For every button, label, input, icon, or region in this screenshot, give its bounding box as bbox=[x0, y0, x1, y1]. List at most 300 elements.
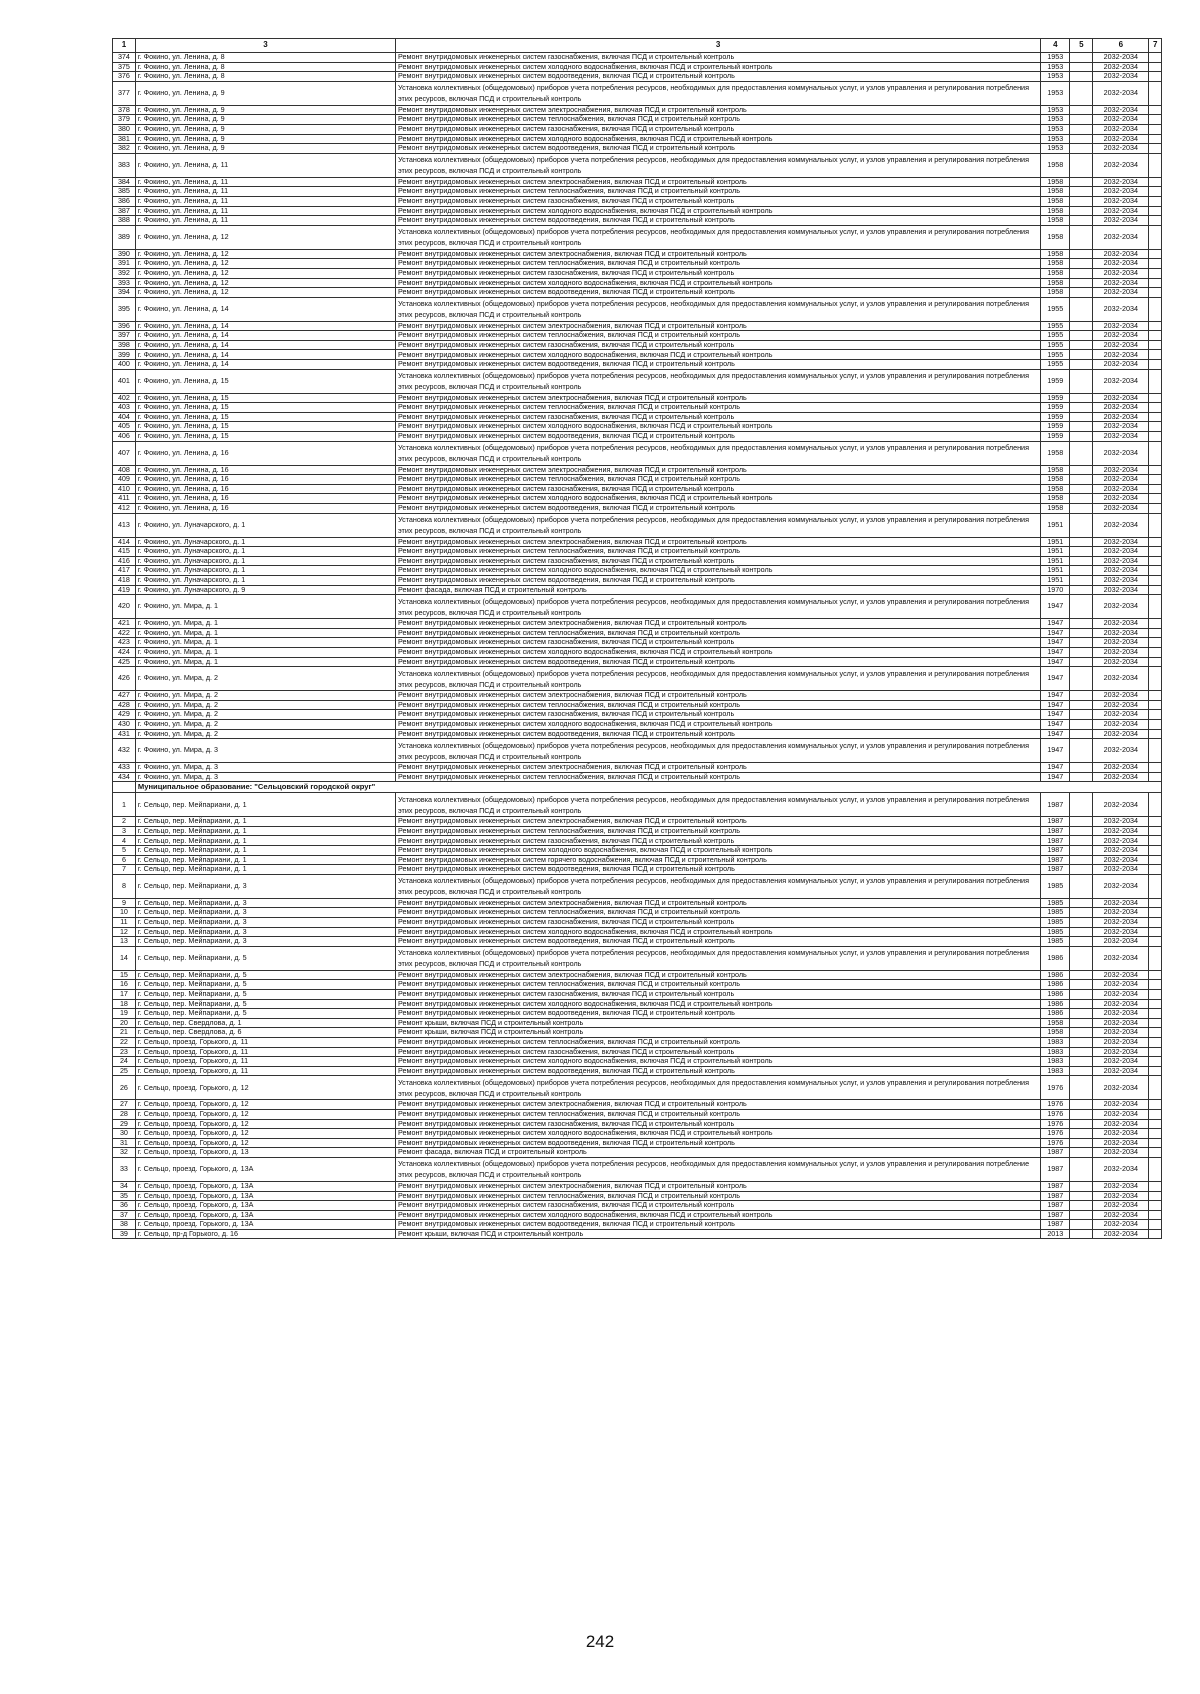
table-row bbox=[113, 81, 1162, 105]
row-empty-cell bbox=[1149, 350, 1162, 360]
row-work-type: Ремонт внутридомовых инженерных систем холодного водоснабжения, включая ПСД и строительный контроль bbox=[396, 206, 1041, 216]
row-year-built: 1985 bbox=[1041, 927, 1070, 937]
row-empty-cell bbox=[1149, 793, 1162, 817]
row-empty-cell bbox=[1149, 1076, 1162, 1100]
row-empty-cell bbox=[1149, 144, 1162, 154]
table-row bbox=[113, 1028, 1162, 1038]
row-work-type: Ремонт внутридомовых инженерных систем газоснабжения, включая ПСД и строительный контроль bbox=[396, 990, 1041, 1000]
row-period: 2032-2034 bbox=[1093, 1028, 1149, 1038]
row-empty-cell bbox=[1149, 628, 1162, 638]
row-empty-cell bbox=[1149, 412, 1162, 422]
row-address: г. Фокино, ул. Ленина, д. 12 bbox=[135, 259, 395, 269]
row-address: г. Сельцо, пер. Мейпариани, д. 5 bbox=[135, 946, 395, 970]
row-number: 381 bbox=[113, 134, 136, 144]
row-period: 2032-2034 bbox=[1093, 297, 1149, 321]
row-work-type: Ремонт внутридомовых инженерных систем электроснабжения, включая ПСД и строительный контроль bbox=[396, 1100, 1041, 1110]
row-empty-cell bbox=[1070, 187, 1093, 197]
row-empty-cell bbox=[1149, 667, 1162, 691]
row-period: 2032-2034 bbox=[1093, 216, 1149, 226]
table-row bbox=[113, 585, 1162, 595]
row-period: 2032-2034 bbox=[1093, 999, 1149, 1009]
row-number: 377 bbox=[113, 81, 136, 105]
row-empty-cell bbox=[1070, 1037, 1093, 1047]
row-period: 2032-2034 bbox=[1093, 793, 1149, 817]
row-empty-cell bbox=[1149, 196, 1162, 206]
row-address: г. Сельцо, проезд. Горького, д. 13 bbox=[135, 1148, 395, 1158]
row-address: г. Фокино, ул. Ленина, д. 12 bbox=[135, 225, 395, 249]
row-period: 2032-2034 bbox=[1093, 657, 1149, 667]
row-address: г. Сельцо, пер. Мейпариани, д. 5 bbox=[135, 999, 395, 1009]
row-year-built: 1976 bbox=[1041, 1138, 1070, 1148]
row-empty-cell bbox=[1149, 1037, 1162, 1047]
table-row bbox=[113, 1009, 1162, 1019]
table-row bbox=[113, 177, 1162, 187]
row-year-built: 1953 bbox=[1041, 72, 1070, 82]
row-address: г. Фокино, ул. Луначарского, д. 1 bbox=[135, 547, 395, 557]
table-row bbox=[113, 918, 1162, 928]
row-empty-cell bbox=[1149, 927, 1162, 937]
row-empty-cell bbox=[1070, 177, 1093, 187]
row-year-built: 1951 bbox=[1041, 556, 1070, 566]
row-year-built: 1976 bbox=[1041, 1100, 1070, 1110]
row-work-type: Ремонт внутридомовых инженерных систем теплоснабжения, включая ПСД и строительный контроль bbox=[396, 475, 1041, 485]
row-period: 2032-2034 bbox=[1093, 1138, 1149, 1148]
row-empty-cell bbox=[1149, 115, 1162, 125]
row-empty-cell bbox=[1070, 1028, 1093, 1038]
row-work-type: Ремонт внутридомовых инженерных систем газоснабжения, включая ПСД и строительный контроль bbox=[396, 484, 1041, 494]
table-row bbox=[113, 1129, 1162, 1139]
row-number: 374 bbox=[113, 53, 136, 63]
row-number: 37 bbox=[113, 1210, 136, 1220]
table-row bbox=[113, 278, 1162, 288]
row-number: 375 bbox=[113, 62, 136, 72]
row-address: г. Фокино, ул. Мира, д. 1 bbox=[135, 628, 395, 638]
row-period: 2032-2034 bbox=[1093, 1076, 1149, 1100]
row-work-type: Ремонт внутридомовых инженерных систем холодного водоснабжения, включая ПСД и строительный контроль bbox=[396, 278, 1041, 288]
table-row bbox=[113, 360, 1162, 370]
row-number: 6 bbox=[113, 855, 136, 865]
row-period: 2032-2034 bbox=[1093, 513, 1149, 537]
row-number: 406 bbox=[113, 432, 136, 442]
table-row bbox=[113, 1018, 1162, 1028]
row-address: г. Сельцо, пер. Мейпариани, д. 3 bbox=[135, 908, 395, 918]
row-address: г. Сельцо, проезд. Горького, д. 11 bbox=[135, 1047, 395, 1057]
row-period: 2032-2034 bbox=[1093, 1191, 1149, 1201]
row-number: 413 bbox=[113, 513, 136, 537]
row-number: 27 bbox=[113, 1100, 136, 1110]
row-year-built: 1983 bbox=[1041, 1066, 1070, 1076]
row-period: 2032-2034 bbox=[1093, 53, 1149, 63]
row-address: г. Фокино, ул. Мира, д. 3 bbox=[135, 772, 395, 782]
table-row bbox=[113, 369, 1162, 393]
row-year-built: 1987 bbox=[1041, 826, 1070, 836]
row-empty-cell bbox=[1070, 980, 1093, 990]
row-empty-cell bbox=[1149, 153, 1162, 177]
row-work-type: Ремонт внутридомовых инженерных систем водоотведения, включая ПСД и строительный контроль bbox=[396, 216, 1041, 226]
row-period: 2032-2034 bbox=[1093, 990, 1149, 1000]
row-period: 2032-2034 bbox=[1093, 494, 1149, 504]
row-empty-cell bbox=[1149, 763, 1162, 773]
row-empty-cell bbox=[1149, 360, 1162, 370]
row-address: г. Фокино, ул. Ленина, д. 14 bbox=[135, 360, 395, 370]
table-row bbox=[113, 1109, 1162, 1119]
row-work-type: Ремонт внутридомовых инженерных систем холодного водоснабжения, включая ПСД и строительный контроль bbox=[396, 999, 1041, 1009]
row-empty-cell bbox=[1149, 278, 1162, 288]
row-empty-cell bbox=[1149, 288, 1162, 298]
row-empty-cell bbox=[1070, 937, 1093, 947]
row-empty-cell bbox=[1149, 710, 1162, 720]
row-empty-cell bbox=[1070, 1220, 1093, 1230]
header-col-7: 7 bbox=[1149, 39, 1162, 53]
table-row bbox=[113, 62, 1162, 72]
row-number: 424 bbox=[113, 647, 136, 657]
table-row bbox=[113, 206, 1162, 216]
row-empty-cell bbox=[1149, 1129, 1162, 1139]
row-period: 2032-2034 bbox=[1093, 1229, 1149, 1239]
row-year-built: 1947 bbox=[1041, 710, 1070, 720]
row-address: г. Сельцо, пер. Мейпариани, д. 1 bbox=[135, 817, 395, 827]
table-row bbox=[113, 422, 1162, 432]
row-empty-cell bbox=[1070, 144, 1093, 154]
row-number: 383 bbox=[113, 153, 136, 177]
row-work-type: Ремонт внутридомовых инженерных систем теплоснабжения, включая ПСД и строительный контроль bbox=[396, 1109, 1041, 1119]
row-empty-cell bbox=[1070, 196, 1093, 206]
row-empty-cell bbox=[1149, 700, 1162, 710]
row-number: 428 bbox=[113, 700, 136, 710]
row-address: г. Фокино, ул. Луначарского, д. 1 bbox=[135, 575, 395, 585]
row-work-type: Ремонт внутридомовых инженерных систем холодного водоснабжения, включая ПСД и строительный контроль bbox=[396, 134, 1041, 144]
row-address: г. Фокино, ул. Мира, д. 2 bbox=[135, 691, 395, 701]
row-year-built: 1951 bbox=[1041, 537, 1070, 547]
row-period: 2032-2034 bbox=[1093, 105, 1149, 115]
row-number: 417 bbox=[113, 566, 136, 576]
row-period: 2032-2034 bbox=[1093, 441, 1149, 465]
row-number: 420 bbox=[113, 595, 136, 619]
row-work-type: Ремонт внутридомовых инженерных систем теплоснабжения, включая ПСД и строительный контроль bbox=[396, 547, 1041, 557]
row-period: 2032-2034 bbox=[1093, 585, 1149, 595]
row-number: 426 bbox=[113, 667, 136, 691]
row-year-built: 1958 bbox=[1041, 1018, 1070, 1028]
row-period: 2032-2034 bbox=[1093, 946, 1149, 970]
row-address: г. Сельцо, пер. Мейпариани, д. 1 bbox=[135, 846, 395, 856]
row-number: 408 bbox=[113, 465, 136, 475]
row-work-type: Ремонт внутридомовых инженерных систем холодного водоснабжения, включая ПСД и строительный контроль bbox=[396, 350, 1041, 360]
row-period: 2032-2034 bbox=[1093, 187, 1149, 197]
row-number: 398 bbox=[113, 340, 136, 350]
row-work-type: Ремонт внутридомовых инженерных систем теплоснабжения, включая ПСД и строительный контроль bbox=[396, 772, 1041, 782]
row-work-type: Ремонт крыши, включая ПСД и строительный контроль bbox=[396, 1018, 1041, 1028]
table-row bbox=[113, 772, 1162, 782]
row-empty-cell bbox=[1149, 475, 1162, 485]
row-empty-cell bbox=[1149, 836, 1162, 846]
row-address: г. Сельцо, пер. Мейпариани, д. 3 bbox=[135, 927, 395, 937]
row-address: г. Фокино, ул. Ленина, д. 9 bbox=[135, 115, 395, 125]
row-number: 390 bbox=[113, 249, 136, 259]
row-period: 2032-2034 bbox=[1093, 1057, 1149, 1067]
row-number: 389 bbox=[113, 225, 136, 249]
row-empty-cell bbox=[1149, 177, 1162, 187]
row-year-built: 1958 bbox=[1041, 206, 1070, 216]
row-empty-cell bbox=[1070, 216, 1093, 226]
row-empty-cell bbox=[1070, 865, 1093, 875]
row-work-type: Ремонт внутридомовых инженерных систем холодного водоснабжения, включая ПСД и строительный контроль bbox=[396, 719, 1041, 729]
row-address: г. Фокино, ул. Ленина, д. 8 bbox=[135, 53, 395, 63]
row-period: 2032-2034 bbox=[1093, 196, 1149, 206]
table-row bbox=[113, 1119, 1162, 1129]
row-empty-cell bbox=[1149, 1201, 1162, 1211]
row-number: 404 bbox=[113, 412, 136, 422]
row-address: г. Сельцо, пер. Мейпариани, д. 3 bbox=[135, 874, 395, 898]
row-period: 2032-2034 bbox=[1093, 846, 1149, 856]
row-period: 2032-2034 bbox=[1093, 918, 1149, 928]
row-empty-cell bbox=[1149, 638, 1162, 648]
row-empty-cell bbox=[1070, 278, 1093, 288]
row-number: 386 bbox=[113, 196, 136, 206]
row-year-built: 1955 bbox=[1041, 297, 1070, 321]
row-empty-cell bbox=[1070, 1157, 1093, 1181]
row-empty-cell bbox=[1070, 647, 1093, 657]
row-address: г. Фокино, ул. Мира, д. 1 bbox=[135, 657, 395, 667]
row-empty-cell bbox=[1070, 710, 1093, 720]
row-work-type: Ремонт внутридомовых инженерных систем теплоснабжения, включая ПСД и строительный контроль bbox=[396, 700, 1041, 710]
row-empty-cell bbox=[1070, 793, 1093, 817]
row-work-type: Установка коллективных (общедомовых) приборов учета потребления ресурсов, необходимых для предоставления коммунальных услуг, и узлов управления и регулирования потребления этих ресурсов, включая ПСД и строительный контроль bbox=[396, 874, 1041, 898]
row-work-type: Ремонт внутридомовых инженерных систем теплоснабжения, включая ПСД и строительный контроль bbox=[396, 826, 1041, 836]
row-number: 412 bbox=[113, 504, 136, 514]
row-address: г. Фокино, ул. Луначарского, д. 1 bbox=[135, 566, 395, 576]
row-year-built: 1987 bbox=[1041, 836, 1070, 846]
table-row bbox=[113, 216, 1162, 226]
row-empty-cell bbox=[1070, 719, 1093, 729]
row-empty-cell bbox=[1149, 898, 1162, 908]
table-body bbox=[113, 53, 1162, 1239]
row-work-type: Ремонт внутридомовых инженерных систем холодного водоснабжения, включая ПСД и строительный контроль bbox=[396, 422, 1041, 432]
row-empty-cell bbox=[1149, 739, 1162, 763]
row-empty-cell bbox=[1149, 556, 1162, 566]
row-empty-cell bbox=[1070, 475, 1093, 485]
row-work-type: Ремонт внутридомовых инженерных систем электроснабжения, включая ПСД и строительный контроль bbox=[396, 465, 1041, 475]
row-empty-cell bbox=[1070, 268, 1093, 278]
table-row bbox=[113, 874, 1162, 898]
table-row bbox=[113, 72, 1162, 82]
row-year-built: 1985 bbox=[1041, 874, 1070, 898]
row-year-built: 1985 bbox=[1041, 918, 1070, 928]
row-address: г. Сельцо, пер. Мейпариани, д. 1 bbox=[135, 865, 395, 875]
row-number: 403 bbox=[113, 403, 136, 413]
group-title: Муниципальное образование: "Сельцовский городской округ" bbox=[135, 782, 1161, 793]
row-period: 2032-2034 bbox=[1093, 259, 1149, 269]
row-empty-cell bbox=[1070, 1018, 1093, 1028]
row-empty-cell bbox=[1149, 846, 1162, 856]
row-work-type: Ремонт внутридомовых инженерных систем газоснабжения, включая ПСД и строительный контроль bbox=[396, 1047, 1041, 1057]
table-row bbox=[113, 465, 1162, 475]
row-year-built: 1959 bbox=[1041, 393, 1070, 403]
row-empty-cell bbox=[1149, 980, 1162, 990]
row-empty-cell bbox=[1070, 1057, 1093, 1067]
row-number: 34 bbox=[113, 1181, 136, 1191]
table-row bbox=[113, 53, 1162, 63]
table-row bbox=[113, 403, 1162, 413]
row-work-type: Ремонт внутридомовых инженерных систем горячего водоснабжения, включая ПСД и строительный контроль bbox=[396, 855, 1041, 865]
row-address: г. Фокино, ул. Ленина, д. 16 bbox=[135, 465, 395, 475]
row-number: 35 bbox=[113, 1191, 136, 1201]
row-year-built: 1986 bbox=[1041, 946, 1070, 970]
row-address: г. Фокино, ул. Ленина, д. 15 bbox=[135, 422, 395, 432]
table-row bbox=[113, 700, 1162, 710]
row-period: 2032-2034 bbox=[1093, 369, 1149, 393]
row-empty-cell bbox=[1070, 946, 1093, 970]
row-work-type: Установка коллективных (общедомовых) приборов учета потребления ресурсов, необходимых для предоставления коммунальных услуг, и узлов управления и регулирования потребление этих ресурсов, включая ПСД и строительный контроль bbox=[396, 1157, 1041, 1181]
row-work-type: Ремонт внутридомовых инженерных систем водоотведения, включая ПСД и строительный контроль bbox=[396, 504, 1041, 514]
row-number: 399 bbox=[113, 350, 136, 360]
row-year-built: 1958 bbox=[1041, 249, 1070, 259]
row-year-built: 1947 bbox=[1041, 638, 1070, 648]
row-year-built: 1947 bbox=[1041, 628, 1070, 638]
row-empty-cell bbox=[1149, 990, 1162, 1000]
row-year-built: 1976 bbox=[1041, 1129, 1070, 1139]
row-period: 2032-2034 bbox=[1093, 927, 1149, 937]
row-period: 2032-2034 bbox=[1093, 667, 1149, 691]
row-empty-cell bbox=[1149, 1057, 1162, 1067]
row-number: 14 bbox=[113, 946, 136, 970]
row-empty-cell bbox=[1149, 62, 1162, 72]
row-year-built: 1953 bbox=[1041, 124, 1070, 134]
row-number: 432 bbox=[113, 739, 136, 763]
row-number: 8 bbox=[113, 874, 136, 898]
row-work-type: Ремонт внутридомовых инженерных систем холодного водоснабжения, включая ПСД и строительный контроль bbox=[396, 927, 1041, 937]
row-period: 2032-2034 bbox=[1093, 268, 1149, 278]
table-row bbox=[113, 556, 1162, 566]
row-year-built: 1958 bbox=[1041, 187, 1070, 197]
row-work-type: Ремонт внутридомовых инженерных систем газоснабжения, включая ПСД и строительный контроль bbox=[396, 710, 1041, 720]
row-period: 2032-2034 bbox=[1093, 432, 1149, 442]
table-row bbox=[113, 134, 1162, 144]
row-year-built: 1951 bbox=[1041, 547, 1070, 557]
row-address: г. Сельцо, пер. Мейпариани, д. 1 bbox=[135, 826, 395, 836]
row-empty-cell bbox=[1149, 422, 1162, 432]
table-row bbox=[113, 547, 1162, 557]
row-work-type: Установка коллективных (общедомовых) приборов учета потребления ресурсов, необходимых для предоставления коммунальных услуг, и узлов управления и регулирования потребления этих ресурсов, включая ПСД и строительный контроль bbox=[396, 1076, 1041, 1100]
row-period: 2032-2034 bbox=[1093, 360, 1149, 370]
row-work-type: Ремонт внутридомовых инженерных систем холодного водоснабжения, включая ПСД и строительный контроль bbox=[396, 1057, 1041, 1067]
row-year-built: 1958 bbox=[1041, 259, 1070, 269]
table-row bbox=[113, 1220, 1162, 1230]
table-row bbox=[113, 1181, 1162, 1191]
table-row bbox=[113, 647, 1162, 657]
row-empty-cell bbox=[1070, 595, 1093, 619]
row-address: г. Фокино, ул. Мира, д. 1 bbox=[135, 638, 395, 648]
row-work-type: Ремонт внутридомовых инженерных систем водоотведения, включая ПСД и строительный контроль bbox=[396, 288, 1041, 298]
table-row bbox=[113, 638, 1162, 648]
row-number: 9 bbox=[113, 898, 136, 908]
row-work-type: Установка коллективных (общедомовых) приборов учета потребления ресурсов, необходимых для предоставления коммунальных услуг, и узлов управления и регулирования потребления этих ресурсов, включая ПСД и строительный контроль bbox=[396, 513, 1041, 537]
row-period: 2032-2034 bbox=[1093, 249, 1149, 259]
row-number: 15 bbox=[113, 970, 136, 980]
row-empty-cell bbox=[1149, 134, 1162, 144]
row-empty-cell bbox=[1070, 729, 1093, 739]
row-empty-cell bbox=[1070, 494, 1093, 504]
table-row bbox=[113, 297, 1162, 321]
row-year-built: 1986 bbox=[1041, 990, 1070, 1000]
row-empty-cell bbox=[1070, 1119, 1093, 1129]
row-period: 2032-2034 bbox=[1093, 177, 1149, 187]
row-work-type: Установка коллективных (общедомовых) приборов учета потребления ресурсов, необходимых для предоставления коммунальных услуг, и узлов управления и регулирования потребления этих ресурсов, включая ПСД и строительный контроль bbox=[396, 793, 1041, 817]
row-empty-cell bbox=[1070, 1148, 1093, 1158]
row-period: 2032-2034 bbox=[1093, 710, 1149, 720]
row-period: 2032-2034 bbox=[1093, 278, 1149, 288]
row-address: г. Фокино, ул. Ленина, д. 16 bbox=[135, 504, 395, 514]
row-empty-cell bbox=[1070, 124, 1093, 134]
header-col-6: 6 bbox=[1093, 39, 1149, 53]
row-work-type: Ремонт внутридомовых инженерных систем водоотведения, включая ПСД и строительный контроль bbox=[396, 865, 1041, 875]
row-address: г. Фокино, ул. Ленина, д. 12 bbox=[135, 268, 395, 278]
row-empty-cell bbox=[1070, 846, 1093, 856]
row-work-type: Ремонт внутридомовых инженерных систем теплоснабжения, включая ПСД и строительный контроль bbox=[396, 908, 1041, 918]
row-year-built: 1987 bbox=[1041, 793, 1070, 817]
row-address: г. Фокино, ул. Ленина, д. 9 bbox=[135, 105, 395, 115]
row-empty-cell bbox=[1149, 547, 1162, 557]
row-work-type: Ремонт внутридомовых инженерных систем электроснабжения, включая ПСД и строительный контроль bbox=[396, 1181, 1041, 1191]
row-empty-cell bbox=[1149, 465, 1162, 475]
row-period: 2032-2034 bbox=[1093, 575, 1149, 585]
row-period: 2032-2034 bbox=[1093, 937, 1149, 947]
row-empty-cell bbox=[1149, 691, 1162, 701]
row-empty-cell bbox=[1070, 412, 1093, 422]
row-address: г. Сельцо, пер. Мейпариани, д. 1 bbox=[135, 855, 395, 865]
table-row bbox=[113, 817, 1162, 827]
row-empty-cell bbox=[1149, 187, 1162, 197]
row-empty-cell bbox=[1149, 1100, 1162, 1110]
row-year-built: 1958 bbox=[1041, 494, 1070, 504]
row-work-type: Ремонт внутридомовых инженерных систем теплоснабжения, включая ПСД и строительный контроль bbox=[396, 1191, 1041, 1201]
row-period: 2032-2034 bbox=[1093, 826, 1149, 836]
row-empty-cell bbox=[1149, 566, 1162, 576]
row-period: 2032-2034 bbox=[1093, 475, 1149, 485]
table-row bbox=[113, 763, 1162, 773]
row-empty-cell bbox=[1070, 1138, 1093, 1148]
table-row bbox=[113, 225, 1162, 249]
row-empty-cell bbox=[1149, 874, 1162, 898]
row-year-built: 1947 bbox=[1041, 691, 1070, 701]
row-year-built: 1953 bbox=[1041, 144, 1070, 154]
row-period: 2032-2034 bbox=[1093, 619, 1149, 629]
row-year-built: 1953 bbox=[1041, 81, 1070, 105]
row-number: 31 bbox=[113, 1138, 136, 1148]
row-period: 2032-2034 bbox=[1093, 504, 1149, 514]
row-period: 2032-2034 bbox=[1093, 763, 1149, 773]
works-table bbox=[112, 38, 1162, 1239]
group-row bbox=[113, 782, 1162, 793]
row-period: 2032-2034 bbox=[1093, 970, 1149, 980]
row-work-type: Ремонт внутридомовых инженерных систем холодного водоснабжения, включая ПСД и строительный контроль bbox=[396, 1129, 1041, 1139]
row-empty-cell bbox=[1149, 81, 1162, 105]
table-row bbox=[113, 793, 1162, 817]
row-period: 2032-2034 bbox=[1093, 772, 1149, 782]
row-year-built: 1976 bbox=[1041, 1076, 1070, 1100]
row-empty-cell bbox=[1149, 504, 1162, 514]
row-number: 39 bbox=[113, 1229, 136, 1239]
row-work-type: Ремонт внутридомовых инженерных систем водоотведения, включая ПСД и строительный контроль bbox=[396, 729, 1041, 739]
row-empty-cell bbox=[1070, 331, 1093, 341]
row-number: 394 bbox=[113, 288, 136, 298]
row-empty-cell bbox=[1070, 585, 1093, 595]
row-number: 388 bbox=[113, 216, 136, 226]
row-year-built: 1947 bbox=[1041, 647, 1070, 657]
row-empty-cell bbox=[1149, 1138, 1162, 1148]
row-address: г. Фокино, ул. Ленина, д. 14 bbox=[135, 340, 395, 350]
row-empty-cell bbox=[1149, 297, 1162, 321]
table-row bbox=[113, 908, 1162, 918]
